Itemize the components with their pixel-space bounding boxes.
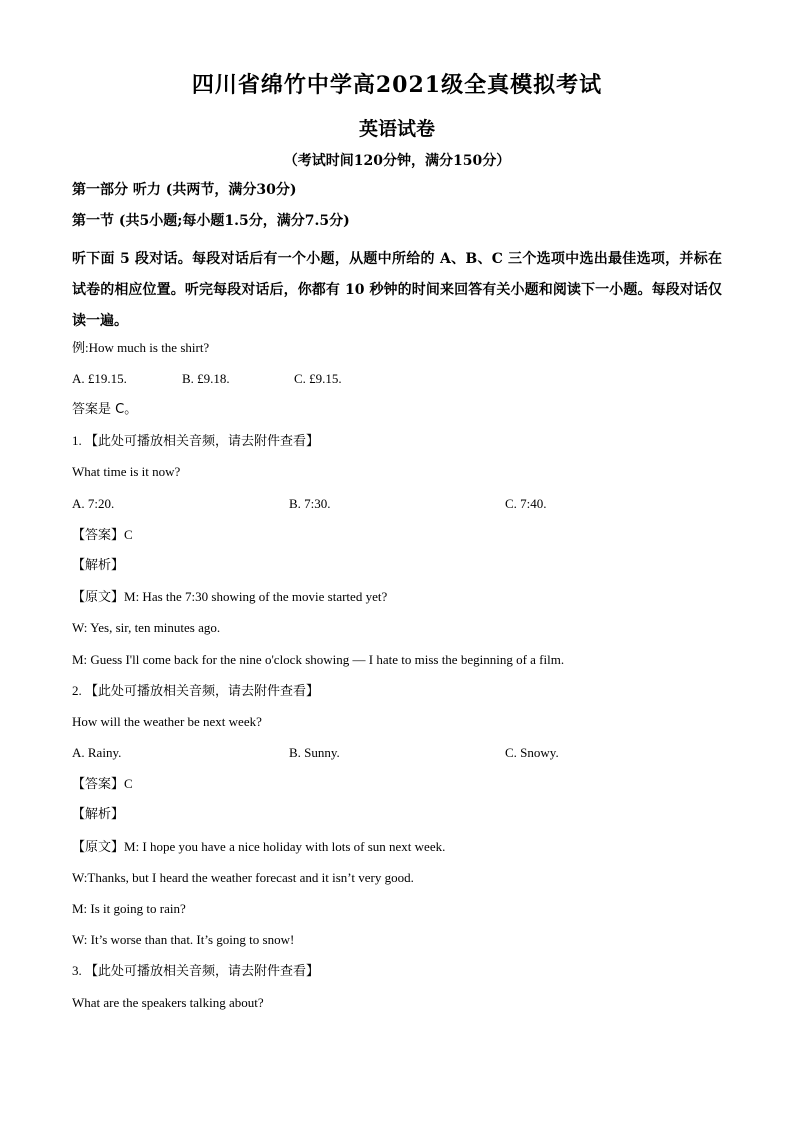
question-1-prompt: What time is it now? — [72, 464, 181, 479]
option-b: B. Sunny. — [289, 745, 340, 760]
question-1-transcript-line-2: W: Yes, sir, ten minutes ago. — [72, 620, 221, 635]
option-a: A. 7:20. — [72, 496, 115, 511]
part-heading: 第一部分 听力 (共两节，满分30分) — [72, 182, 297, 198]
question-1-transcript-line-3: M: Guess I'll come back for the nine o'clock showing — I hate to miss the beginning of a film. — [72, 652, 565, 667]
question-3-prompt: What are the speakers talking about? — [72, 995, 264, 1010]
transcript-label: 【原文】 — [72, 590, 125, 605]
question-1-answer — [72, 526, 722, 545]
question-1-transcript-line-1 — [72, 588, 722, 607]
question-3-header — [72, 962, 722, 981]
question-2-transcript-line-2: W:Thanks, but I heard the weather forecast and it isn’t very good. — [72, 870, 414, 885]
answer-label: 【答案】 — [72, 777, 125, 792]
answer-value: C — [124, 776, 133, 791]
question-number: 2. — [72, 683, 82, 698]
question-number: 3. — [72, 963, 82, 978]
exam-subtitle: 英语试卷 — [358, 118, 435, 140]
example-option-b: B. £9.18. — [182, 371, 230, 386]
question-number: 1. — [72, 433, 82, 448]
transcript-text: M: Has the 7:30 showing of the movie started yet? — [124, 589, 388, 604]
option-c: C. 7:40. — [505, 496, 547, 511]
question-2-header — [72, 682, 722, 701]
transcript-text: M: I hope you have a nice holiday with lots of sun next week. — [124, 839, 446, 854]
example-answer: 答案是 C。 — [72, 402, 138, 417]
subpart-heading: 第一节 (共5小题;每小题1.5分，满分7.5分) — [72, 213, 350, 229]
audio-note[interactable]: 【此处可播放相关音频，请去附件查看】 — [85, 434, 320, 449]
example-option-a: A. £19.15. — [72, 371, 127, 386]
question-2-transcript-line-4: W: It’s worse than that. It’s going to snow! — [72, 932, 295, 947]
question-1-analysis-label: 【解析】 — [72, 558, 125, 573]
option-b: B. 7:30. — [289, 496, 331, 511]
transcript-label: 【原文】 — [72, 840, 125, 855]
exam-time-note: （考试时间120分钟，满分150分） — [283, 153, 511, 169]
question-2-analysis-label: 【解析】 — [72, 807, 125, 822]
example-question: 例:How much is the shirt? — [72, 340, 210, 355]
question-2-prompt: How will the weather be next week? — [72, 714, 262, 729]
option-c: C. Snowy. — [505, 745, 559, 760]
audio-note[interactable]: 【此处可播放相关音频，请去附件查看】 — [85, 964, 320, 979]
option-a: A. Rainy. — [72, 745, 122, 760]
question-2-transcript-line-1 — [72, 838, 722, 857]
question-1-header — [72, 432, 722, 451]
instructions: 听下面 5 段对话。每段对话后有一个小题，从题中所给的 A、B、C 三个选项中选出最佳选项，并标在试卷的相应位置。听完每段对话后，你都有 10 秒钟的时间来回答有关小题和阅读下一小题。每段对话仅读一遍。 — [72, 251, 722, 329]
question-2-transcript-line-3: M: Is it going to rain? — [72, 901, 186, 916]
answer-label: 【答案】 — [72, 528, 125, 543]
exam-title: 四川省绵竹中学高2021级全真模拟考试 — [191, 72, 603, 98]
question-2-answer — [72, 775, 722, 794]
example-option-c: C. £9.15. — [294, 371, 342, 386]
audio-note[interactable]: 【此处可播放相关音频，请去附件查看】 — [85, 684, 320, 699]
answer-value: C — [124, 527, 133, 542]
